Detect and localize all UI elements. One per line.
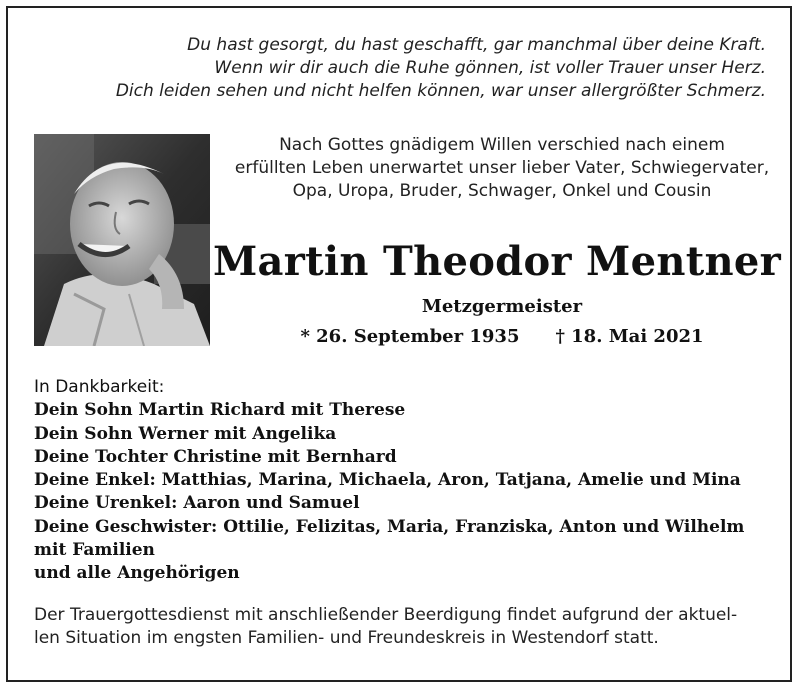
mourner-line: mit Familien [34,540,155,561]
poem-line: Wenn wir dir auch die Ruhe gönnen, ist voller Trauer unser Herz. [214,58,766,78]
poem [66,34,766,103]
intro-line: Nach Gottes gnädigem Willen verschied nach einem [279,135,725,155]
deceased-profession: Metzgermeister [421,296,583,317]
notice-line: len Situation im engsten Familien- und Freundeskreis in Westendorf statt. [34,628,659,648]
mourner-line: Deine Tochter Christine mit Bernhard [34,446,397,467]
life-dates [232,326,772,347]
notice-line: Der Trauergottesdienst mit anschließender Beerdigung findet aufgrund der aktuel- [34,605,738,625]
poem-line: Dich leiden sehen und nicht helfen können, war unser allergrößter Schmerz. [115,81,766,101]
intro-line: erfüllten Leben unerwartet unser lieber Vater, Schwiegervater, [234,158,770,178]
mourner-line: Dein Sohn Martin Richard mit Therese [34,400,406,421]
deceased-name: Martin Theodor Mentner [212,238,782,285]
mourner-line: Deine Geschwister: Ottilie, Felizitas, Maria, Franziska, Anton und Wilhelm [34,516,745,537]
mourners-lead: In Dankbarkeit: [34,377,165,397]
mourner-line: und alle Angehörigen [34,563,240,584]
mourner-line: Dein Sohn Werner mit Angelika [34,423,337,444]
mourner-line: Deine Urenkel: Aaron und Samuel [34,493,360,514]
death-date: † 18. Mai 2021 [555,326,704,347]
poem-line: Du hast gesorgt, du hast geschafft, gar manchmal über deine Kraft. [187,35,766,55]
mourner-line: Deine Enkel: Matthias, Marina, Michaela, Aron, Tatjana, Amelie und Mina [34,470,741,491]
announcement-intro [232,134,772,203]
intro-line: Opa, Uropa, Bruder, Schwager, Onkel und Cousin [292,181,712,201]
portrait-photo [34,134,210,346]
portrait-image [34,134,210,346]
birth-date: * 26. September 1935 [300,326,520,347]
mourners-list [34,376,774,586]
funeral-notice [34,604,774,650]
